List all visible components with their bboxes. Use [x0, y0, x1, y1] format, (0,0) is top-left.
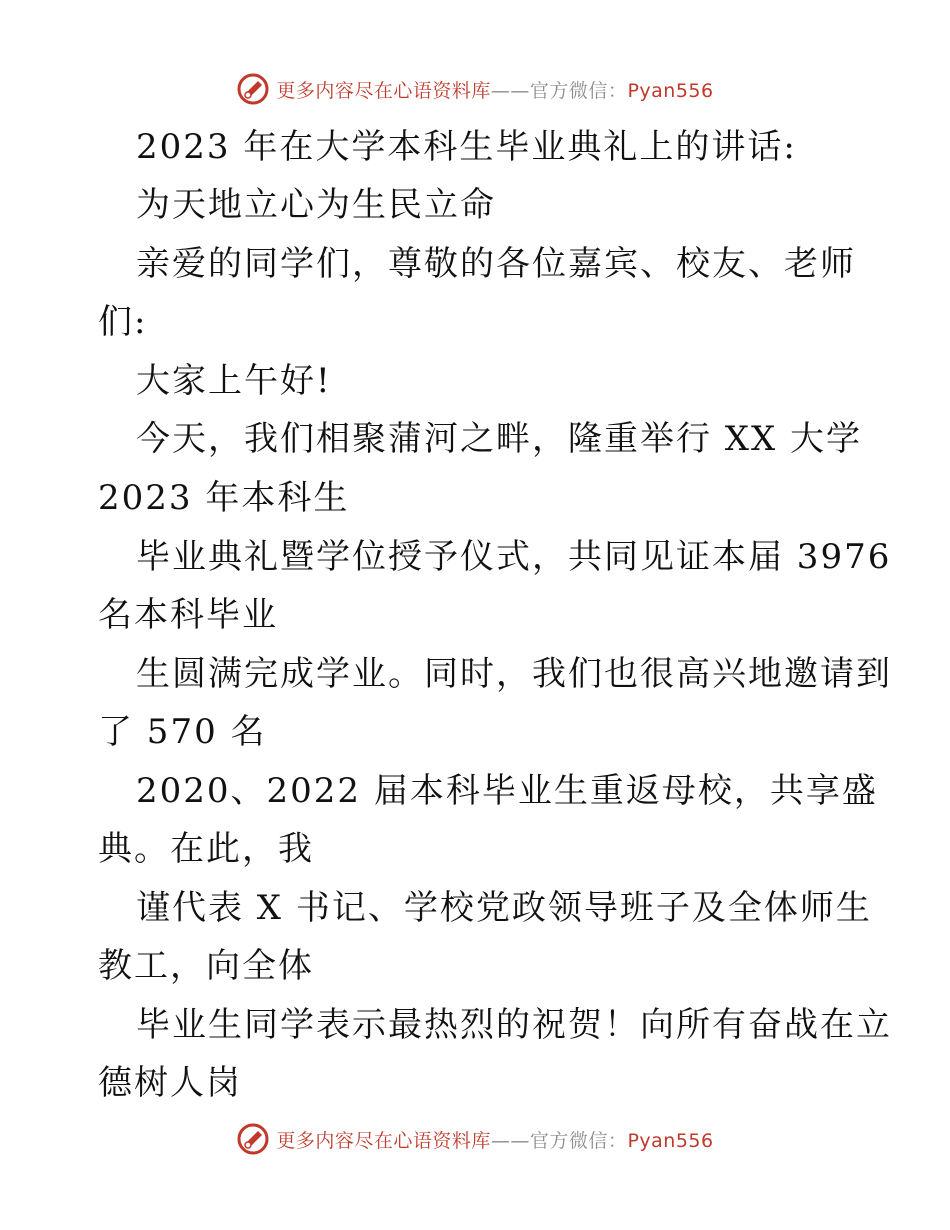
paragraph-line: 毕业典礼暨学位授予仪式，共同见证本届 3976 [136, 537, 892, 577]
document-title: 2023 年在大学本科生毕业典礼上的讲话: [136, 127, 797, 167]
footer-banner [0, 1122, 950, 1156]
header-banner [0, 72, 950, 106]
paragraph-line: 2020、2022 届本科毕业生重返母校，共享盛 [136, 771, 878, 811]
banner-main-text: 更多内容尽在心语资料库 [276, 1129, 491, 1152]
paragraph-line: 了 570 名 [98, 712, 267, 752]
banner-official-label: 官方微信： [529, 79, 628, 102]
banner-wechat-id: Pyan556 [627, 1129, 714, 1152]
banner-dash: —— [490, 1129, 530, 1152]
paragraph-line: 谨代表 X 书记、学校党政领导班子及全体师生 [136, 888, 872, 928]
paragraph-line: 典。在此，我 [98, 829, 314, 869]
paragraph-line: 德树人岗 [98, 1063, 242, 1103]
paragraph-line: 亲爱的同学们，尊敬的各位嘉宾、校友、老师 [136, 244, 856, 284]
document-subtitle: 为天地立心为生民立命 [136, 185, 496, 225]
paragraph-line: 们: [98, 302, 148, 342]
paragraph-line: 毕业生同学表示最热烈的祝贺！向所有奋战在立 [136, 1005, 892, 1045]
banner-wechat-id: Pyan556 [627, 79, 714, 102]
banner-main-text: 更多内容尽在心语资料库 [276, 79, 491, 102]
paragraph-line: 生圆满完成学业。同时，我们也很高兴地邀请到 [136, 654, 892, 694]
paragraph-line: 今天，我们相聚蒲河之畔，隆重举行 XX 大学 [136, 419, 863, 459]
paragraph-line: 2023 年本科生 [98, 478, 350, 518]
brand-logo-icon [236, 72, 270, 106]
paragraph-line: 名本科毕业 [98, 595, 278, 635]
banner-dash: —— [490, 79, 530, 102]
paragraph-line: 大家上午好! [136, 361, 332, 401]
brand-logo-icon [236, 1122, 270, 1156]
banner-official-label: 官方微信： [529, 1129, 628, 1152]
paragraph-line: 教工，向全体 [98, 946, 314, 986]
